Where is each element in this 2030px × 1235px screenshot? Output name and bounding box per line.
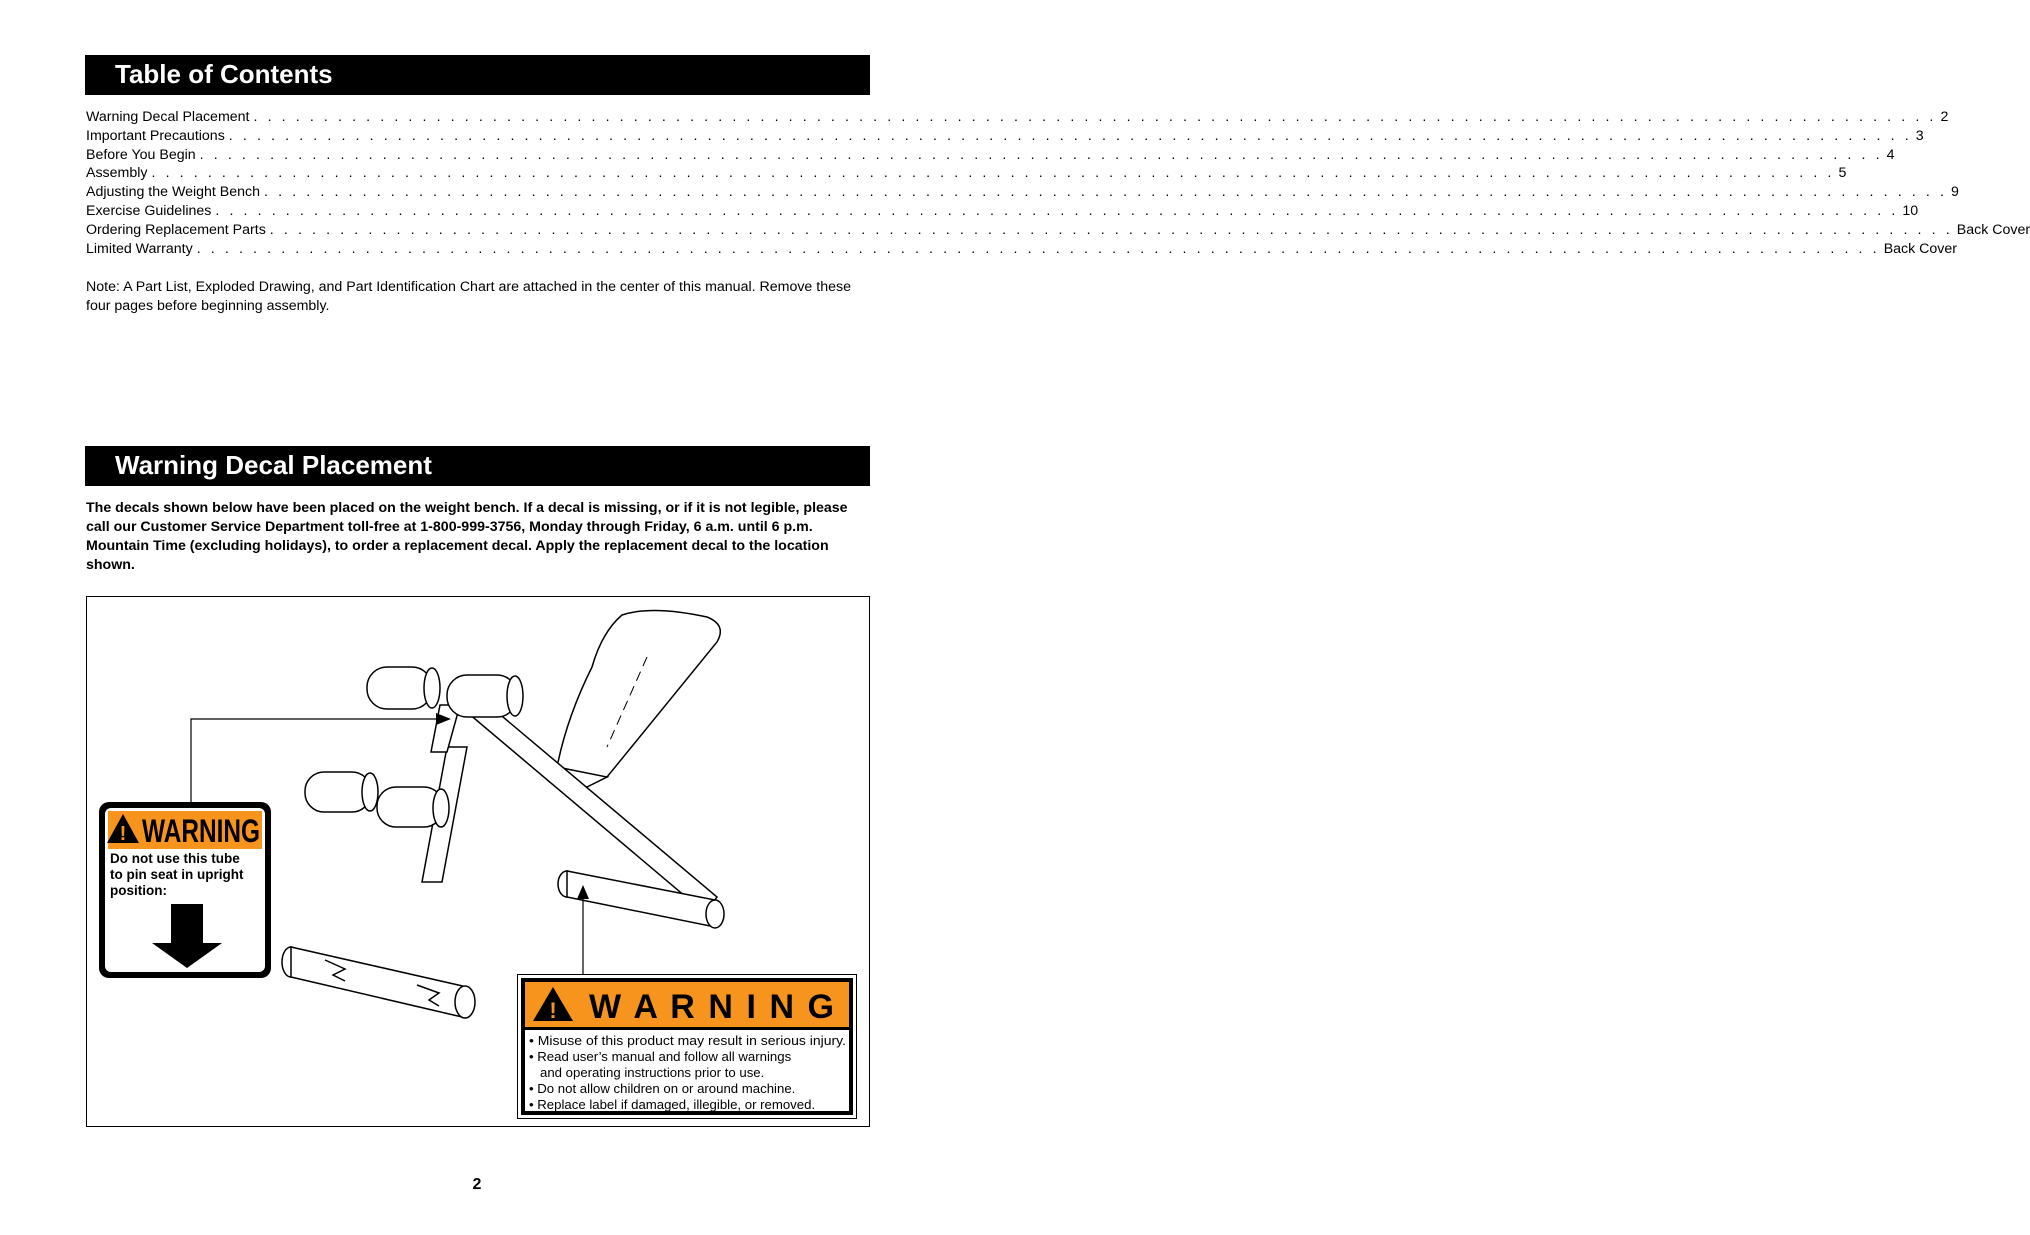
toc-entry bbox=[86, 146, 1895, 166]
toc-heading: Table of Contents bbox=[115, 59, 333, 89]
toc-leader-dots: . . . . . . . . . . . . . . . . . . . . . . . . . . . . . . . . . . . . . . . . . . . . . . . . . . . . . . . . . . . . . . . . . . . . . . . . . . . . . . . . . . . . . . . . . . . . . . . . . . . . . . . . . . . . . . . . . . . . . . . . bbox=[228, 127, 1912, 144]
weight-bench-drawing bbox=[282, 610, 724, 1018]
warning-intro: The decals shown below have been placed on the weight bench. If a decal is missing, or if it is not legible, please call our Customer Service Department toll-free at 1-800-999-3756, Monday through Friday, 6 a.m. until 6 p.m. Mountain Time (excluding holidays), to order a replacement decal. Apply the replacement decal to the location shown. bbox=[86, 500, 848, 573]
decal-figure bbox=[86, 596, 870, 1127]
warning-heading: Warning Decal Placement bbox=[115, 450, 432, 480]
toc-entry-label: Ordering Replacement Parts bbox=[86, 221, 266, 238]
toc-entry bbox=[86, 165, 1847, 184]
large-decal-line-5: • Replace label if damaged, illegible, or removed. bbox=[529, 1097, 816, 1112]
toc-list bbox=[86, 109, 2030, 259]
small-decal-line-1: Do not use this tube bbox=[110, 851, 240, 866]
toc-leader-dots: . . . . . . . . . . . . . . . . . . . . . . . . . . . . . . . . . . . . . . . . . . . . . . . . . . . . . . . . . . . . . . . . . . . . . . . . . . . . . . . . . . . . . . . . . . . . . . . . . . . . . . . . . . . . . . . . . . . . . . . . bbox=[196, 240, 1880, 257]
toc-entry-page: 10 bbox=[1902, 202, 1919, 219]
small-decal-line-2: to pin seat in upright bbox=[110, 867, 244, 882]
toc-entry bbox=[86, 109, 1949, 128]
svg-text:!: ! bbox=[119, 823, 127, 845]
toc-entry bbox=[86, 240, 1958, 260]
toc-leader-dots: . . . . . . . . . . . . . . . . . . . . . . . . . . . . . . . . . . . . . . . . . . . . . . . . . . . . . . . . . . . . . . . . . . . . . . . . . . . . . . . . . . . . . . . . . . . . . . . . . . . . . . . . . . . . . . . . . . . . . . . . bbox=[199, 146, 1883, 163]
warning-banner bbox=[85, 446, 870, 486]
toc-leader-dots: . . . . . . . . . . . . . . . . . . . . . . . . . . . . . . . . . . . . . . . . . . . . . . . . . . . . . . . . . . . . . . . . . . . . . . . . . . . . . . . . . . . . . . . . . . . . . . . . . . . . . . . . . . . . . . . . . . . . . . . . bbox=[253, 109, 1937, 125]
small-decal-line-3: position: bbox=[110, 883, 167, 898]
toc-leader-dots: . . . . . . . . . . . . . . . . . . . . . . . . . . . . . . . . . . . . . . . . . . . . . . . . . . . . . . . . . . . . . . . . . . . . . . . . . . . . . . . . . . . . . . . . . . . . . . . . . . . . . . . . . . . . . . . . . . . . . . . . bbox=[215, 202, 1899, 219]
toc-note: Note: A Part List, Exploded Drawing, and Part Identification Chart are attached in the center of this manual. Remove these four pages before beginning assembly. bbox=[86, 279, 851, 314]
large-warning-decal bbox=[517, 974, 857, 1119]
small-decal-title: WARNING bbox=[142, 813, 260, 849]
toc-leader-dots: . . . . . . . . . . . . . . . . . . . . . . . . . . . . . . . . . . . . . . . . . . . . . . . . . . . . . . . . . . . . . . . . . . . . . . . . . . . . . . . . . . . . . . . . . . . . . . . . . . . . . . . . . . . . . . . . . . . . . . . . bbox=[264, 184, 1948, 201]
toc-entry-label: Before You Begin bbox=[86, 146, 196, 163]
large-decal-line-1: • Misuse of this product may result in serious injury. bbox=[529, 1033, 846, 1048]
toc-entry-label: Adjusting the Weight Bench bbox=[86, 184, 261, 201]
page-number: 2 bbox=[472, 1176, 482, 1193]
toc-entry-label: Warning Decal Placement bbox=[86, 109, 250, 125]
toc-entry-page: 3 bbox=[1915, 127, 1924, 144]
large-decal-line-2: • Read user’s manual and follow all warnings bbox=[529, 1049, 792, 1064]
large-decal-title: W A R N I N G bbox=[589, 988, 834, 1026]
toc-entry bbox=[86, 202, 1919, 222]
toc-entry-page: 4 bbox=[1886, 146, 1895, 163]
toc-entry-label: Assembly bbox=[86, 165, 148, 182]
toc-entry bbox=[86, 184, 1959, 203]
toc-entry-page: 9 bbox=[1951, 184, 1959, 201]
svg-text:!: ! bbox=[549, 998, 557, 1023]
toc-banner bbox=[85, 55, 870, 95]
toc-entry-page: 2 bbox=[1940, 109, 1949, 125]
small-warning-decal bbox=[97, 800, 273, 980]
toc-leader-dots: . . . . . . . . . . . . . . . . . . . . . . . . . . . . . . . . . . . . . . . . . . . . . . . . . . . . . . . . . . . . . . . . . . . . . . . . . . . . . . . . . . . . . . . . . . . . . . . . . . . . . . . . . . . . . . . . . . . . . . . . bbox=[151, 165, 1835, 182]
toc-entry-page: Back Cover bbox=[1956, 221, 2030, 238]
large-decal-line-4: • Do not allow children on or around machine. bbox=[529, 1081, 796, 1096]
large-decal-line-3: and operating instructions prior to use. bbox=[529, 1065, 765, 1080]
toc-entry bbox=[86, 221, 2030, 241]
toc-entry-label: Limited Warranty bbox=[86, 240, 193, 257]
toc-entry bbox=[86, 127, 1924, 147]
toc-entry-page: Back Cover bbox=[1883, 240, 1958, 257]
toc-entry-label: Important Precautions bbox=[86, 127, 225, 144]
toc-entry-label: Exercise Guidelines bbox=[86, 202, 212, 219]
toc-entry-page: 5 bbox=[1838, 165, 1847, 182]
toc-leader-dots: . . . . . . . . . . . . . . . . . . . . . . . . . . . . . . . . . . . . . . . . . . . . . . . . . . . . . . . . . . . . . . . . . . . . . . . . . . . . . . . . . . . . . . . . . . . . . . . . . . . . . . . . . . . . . . . . . . . . . . . . bbox=[269, 221, 1953, 238]
